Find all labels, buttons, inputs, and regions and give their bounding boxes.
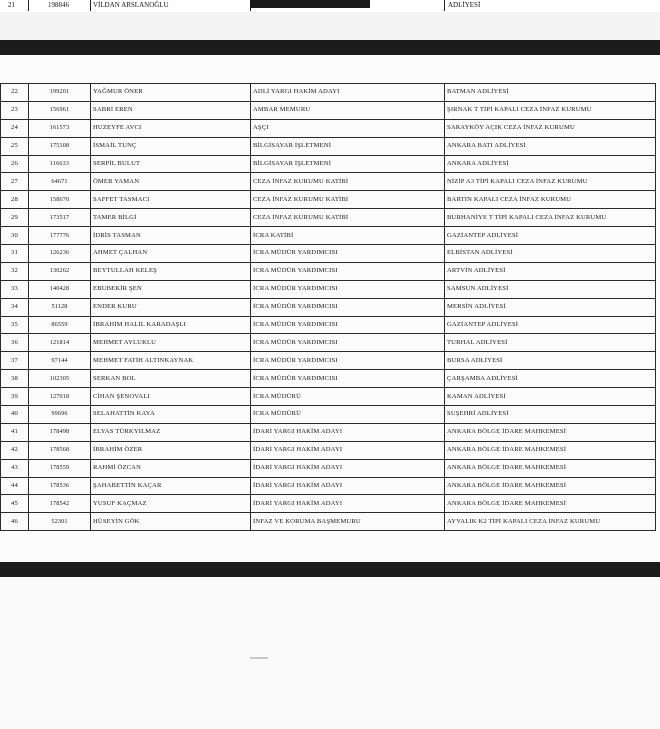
record-id: 121814	[29, 334, 91, 352]
row-number: 45	[1, 495, 29, 513]
fragment-unit: ADLİYESİ	[448, 1, 481, 9]
table-row	[1, 227, 656, 245]
assigned-unit: ÇARŞAMBA ADLİYESİ	[445, 370, 656, 388]
person-name: MEHMET AYLUKLU	[91, 334, 251, 352]
job-title: İDARİ YARGI HAKİM ADAYI	[251, 477, 445, 495]
redaction-block	[250, 0, 370, 8]
record-id: 102305	[29, 370, 91, 388]
table-row	[1, 245, 656, 263]
row-number: 27	[1, 173, 29, 191]
table-row	[1, 119, 656, 137]
row-number: 30	[1, 227, 29, 245]
table-row	[1, 370, 656, 388]
row-number: 23	[1, 101, 29, 119]
record-id: 173517	[29, 209, 91, 227]
job-title: İCRA MÜDÜRÜ	[251, 388, 445, 406]
record-id: 178559	[29, 459, 91, 477]
row-number: 44	[1, 477, 29, 495]
assigned-unit: ELBİSTAN ADLİYESİ	[445, 245, 656, 263]
job-title: CEZA İNFAZ KURUMU KATİBİ	[251, 209, 445, 227]
table-row	[1, 262, 656, 280]
job-title: İDARİ YARGI HAKİM ADAYI	[251, 423, 445, 441]
person-name: CİHAN ŞENOVALI	[91, 388, 251, 406]
row-number: 42	[1, 441, 29, 459]
row-number: 36	[1, 334, 29, 352]
assigned-unit: SAMSUN ADLİYESİ	[445, 280, 656, 298]
job-title: İDARİ YARGI HAKİM ADAYI	[251, 441, 445, 459]
person-name: YUSUF KAÇMAZ	[91, 495, 251, 513]
table-row	[1, 280, 656, 298]
row-number: 39	[1, 388, 29, 406]
viewer-divider-bar	[0, 562, 660, 577]
job-title: İCRA MÜDÜR YARDIMCISI	[251, 280, 445, 298]
record-id: 64671	[29, 173, 91, 191]
job-title: İCRA MÜDÜRÜ	[251, 406, 445, 424]
row-number: 34	[1, 298, 29, 316]
person-name: RAHMİ ÖZCAN	[91, 459, 251, 477]
job-title: BİLGİSAYAR İŞLETMENİ	[251, 137, 445, 155]
person-name: AHMET ÇALHAN	[91, 245, 251, 263]
personnel-table	[0, 83, 656, 531]
table-row	[1, 513, 656, 531]
row-number: 22	[1, 84, 29, 102]
assigned-unit: SARAYKÖY AÇIK CEZA İNFAZ KURUMU	[445, 119, 656, 137]
record-id: 177776	[29, 227, 91, 245]
person-name: MEHMET FATİH ALTINKAYNAK	[91, 352, 251, 370]
record-id: 127018	[29, 388, 91, 406]
assigned-unit: NİZİP A3 TİPİ KAPALI CEZA İNFAZ KURUMU	[445, 173, 656, 191]
assigned-unit: ŞIRNAK T TİPİ KAPALI CEZA İNFAZ KURUMU	[445, 101, 656, 119]
row-number: 25	[1, 137, 29, 155]
assigned-unit: MERSİN ADLİYESİ	[445, 298, 656, 316]
assigned-unit: TURHAL ADLİYESİ	[445, 334, 656, 352]
row-number: 24	[1, 119, 29, 137]
person-name: EBUBEKİR ŞEN	[91, 280, 251, 298]
table-row	[1, 495, 656, 513]
row-number: 28	[1, 191, 29, 209]
assigned-unit: AYVALIK K2 TİPİ KAPALI CEZA İNFAZ KURUMU	[445, 513, 656, 531]
record-id: 140428	[29, 280, 91, 298]
row-number: 46	[1, 513, 29, 531]
record-id: 175108	[29, 137, 91, 155]
job-title: İCRA MÜDÜR YARDIMCISI	[251, 316, 445, 334]
table-row	[1, 441, 656, 459]
table-row	[1, 316, 656, 334]
row-number: 37	[1, 352, 29, 370]
person-name: İDRİS TASMAN	[91, 227, 251, 245]
job-title: CEZA İNFAZ KURUMU KATİBİ	[251, 191, 445, 209]
assigned-unit: BURSA ADLİYESİ	[445, 352, 656, 370]
viewer-divider-bar	[0, 40, 660, 55]
assigned-unit: BARTIN KAPALI CEZA İNFAZ KURUMU	[445, 191, 656, 209]
person-name: SELAHATTİN KAYA	[91, 406, 251, 424]
record-id: 178568	[29, 441, 91, 459]
job-title: AŞÇI	[251, 119, 445, 137]
table-row	[1, 388, 656, 406]
person-name: ENDER KURU	[91, 298, 251, 316]
assigned-unit: ANKARA BÖLGE İDARE MAHKEMESİ	[445, 477, 656, 495]
person-name: HUZEYFE AVCI	[91, 119, 251, 137]
record-id: 199201	[29, 84, 91, 102]
fragment-name: VİLDAN ARSLANOĞLU	[93, 1, 169, 9]
assigned-unit: ANKARA BÖLGE İDARE MAHKEMESİ	[445, 423, 656, 441]
row-number: 38	[1, 370, 29, 388]
assigned-unit: GAZİANTEP ADLİYESİ	[445, 316, 656, 334]
divider	[444, 0, 445, 11]
assigned-unit: ANKARA BÖLGE İDARE MAHKEMESİ	[445, 495, 656, 513]
job-title: İCRA MÜDÜR YARDIMCISI	[251, 334, 445, 352]
table-row	[1, 137, 656, 155]
table-row	[1, 477, 656, 495]
fragment-row-number: 21	[8, 1, 15, 9]
record-id: 178498	[29, 423, 91, 441]
person-name: ŞAHABETTİN KAÇAR	[91, 477, 251, 495]
record-id: 156961	[29, 101, 91, 119]
fragment-row	[0, 0, 660, 12]
table-row	[1, 334, 656, 352]
assigned-unit: ANKARA ADLİYESİ	[445, 155, 656, 173]
person-name: HÜSEYİN GÖK	[91, 513, 251, 531]
job-title: İDARİ YARGI HAKİM ADAYI	[251, 495, 445, 513]
record-id: 178542	[29, 495, 91, 513]
table-row	[1, 101, 656, 119]
record-id: 116633	[29, 155, 91, 173]
job-title: İCRA MÜDÜR YARDIMCISI	[251, 245, 445, 263]
record-id: 126236	[29, 245, 91, 263]
divider	[90, 0, 91, 11]
person-name: SERPİL BULUT	[91, 155, 251, 173]
row-number: 26	[1, 155, 29, 173]
person-name: İBRAHİM HALİL KARADAŞLI	[91, 316, 251, 334]
person-name: SAFFET TASMACI	[91, 191, 251, 209]
row-number: 29	[1, 209, 29, 227]
job-title: İNFAZ VE KORUMA BAŞMEMURU	[251, 513, 445, 531]
record-id: 178536	[29, 477, 91, 495]
person-name: SERKAN BOL	[91, 370, 251, 388]
assigned-unit: KAMAN ADLİYESİ	[445, 388, 656, 406]
person-name: ÖMER YAMAN	[91, 173, 251, 191]
scan-mark	[250, 657, 268, 659]
table-row	[1, 155, 656, 173]
assigned-unit: SUŞEHRİ ADLİYESİ	[445, 406, 656, 424]
row-number: 35	[1, 316, 29, 334]
table-row	[1, 423, 656, 441]
person-name: TAMER BİLGİ	[91, 209, 251, 227]
page-gap	[0, 12, 660, 40]
record-id: 99696	[29, 406, 91, 424]
job-title: AMBAR MEMURU	[251, 101, 445, 119]
record-id: 158670	[29, 191, 91, 209]
document-page	[0, 55, 660, 562]
table-row	[1, 191, 656, 209]
row-number: 41	[1, 423, 29, 441]
table-row	[1, 298, 656, 316]
table-row	[1, 459, 656, 477]
table-row	[1, 406, 656, 424]
person-name: YAĞMUR ÖNER	[91, 84, 251, 102]
record-id: 52301	[29, 513, 91, 531]
person-name: SABRİ EREN	[91, 101, 251, 119]
table-body	[1, 84, 656, 531]
job-title: ADLİ YARGI HAKİM ADAYI	[251, 84, 445, 102]
job-title: BİLGİSAYAR İŞLETMENİ	[251, 155, 445, 173]
fragment-record-id: 198846	[48, 1, 69, 9]
job-title: İCRA MÜDÜR YARDIMCISI	[251, 352, 445, 370]
row-number: 32	[1, 262, 29, 280]
assigned-unit: ARTVİN ADLİYESİ	[445, 262, 656, 280]
person-name: ELYAS TÜRKYILMAZ	[91, 423, 251, 441]
assigned-unit: BATMAN ADLİYESİ	[445, 84, 656, 102]
table-row	[1, 173, 656, 191]
row-number: 31	[1, 245, 29, 263]
record-id: 51128	[29, 298, 91, 316]
job-title: İCRA MÜDÜR YARDIMCISI	[251, 298, 445, 316]
assigned-unit: ANKARA BATI ADLİYESİ	[445, 137, 656, 155]
row-number: 33	[1, 280, 29, 298]
assigned-unit: ANKARA BÖLGE İDARE MAHKEMESİ	[445, 459, 656, 477]
person-name: İBRAHİM ÖZER	[91, 441, 251, 459]
row-number: 40	[1, 406, 29, 424]
job-title: İCRA KATİBİ	[251, 227, 445, 245]
job-title: İCRA MÜDÜR YARDIMCISI	[251, 262, 445, 280]
table-row	[1, 84, 656, 102]
assigned-unit: ANKARA BÖLGE İDARE MAHKEMESİ	[445, 441, 656, 459]
job-title: CEZA İNFAZ KURUMU KATİBİ	[251, 173, 445, 191]
previous-page-fragment	[0, 0, 660, 12]
record-id: 97144	[29, 352, 91, 370]
record-id: 130262	[29, 262, 91, 280]
table-row	[1, 352, 656, 370]
job-title: İCRA MÜDÜR YARDIMCISI	[251, 370, 445, 388]
record-id: 161573	[29, 119, 91, 137]
blank-page-area	[0, 577, 660, 729]
person-name: BEYTULLAH KELEŞ	[91, 262, 251, 280]
table-row	[1, 209, 656, 227]
record-id: 86559	[29, 316, 91, 334]
assigned-unit: BURHANİYE T TİPİ KAPALI CEZA İNFAZ KURUMU	[445, 209, 656, 227]
job-title: İDARİ YARGI HAKİM ADAYI	[251, 459, 445, 477]
assigned-unit: GAZİANTEP ADLİYESİ	[445, 227, 656, 245]
person-name: İSMAİL TUNÇ	[91, 137, 251, 155]
divider	[28, 0, 29, 11]
row-number: 43	[1, 459, 29, 477]
